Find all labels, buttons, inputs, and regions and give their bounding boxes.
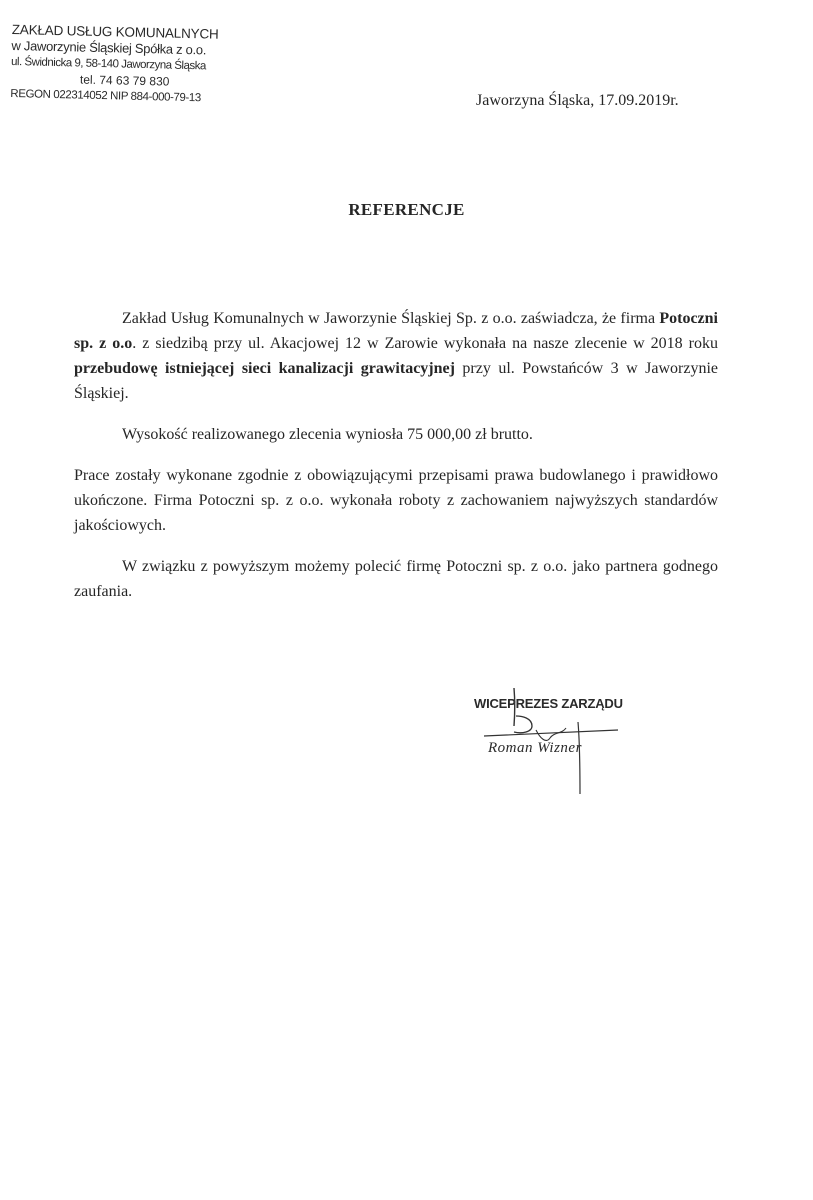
signature-stamp: [470, 686, 660, 796]
paragraph-2: Wysokość realizowanego zlecenia wyniosła 75 000,00 zł brutto.: [122, 426, 533, 443]
company-name-bold: Potoczni sp. z o.o: [74, 310, 718, 352]
stamp-company-name: ZAKŁAD USŁUG KOMUNALNYCH: [11, 22, 219, 42]
signatory-name: Roman Wizner: [488, 740, 582, 756]
paragraph-4: W związku z powyższym możemy polecić firmę Potoczni sp. z o.o. jako partnera godnego zaufania.: [74, 558, 718, 600]
paragraph-1-part-c: . z siedzibą przy ul. Akacjowej 12 w Zarowie wykonała na nasze zlecenie w 2018 roku: [132, 335, 719, 352]
stamp-company-subtitle: w Jaworzynie Śląskiej Spółka z o.o.: [11, 37, 207, 58]
work-description-bold: przebudowę istniejącej sieci kanalizacji grawitacyjnej: [74, 360, 455, 377]
paragraph-3: Prace zostały wykonane zgodnie z obowiązującymi przepisami prawa budowlanego i prawidłowo ukończone. Firma Potoczni sp. z o.o. wykonała roboty z zachowaniem najwyższych standardów jakościowych.: [74, 467, 718, 534]
paragraph-1: [74, 306, 718, 406]
signatory-role: WICEPREZES ZARZĄDU: [474, 696, 623, 711]
letter-body: [74, 306, 718, 620]
handwritten-signature-icon: [470, 686, 660, 796]
stamp-address: ul. Świdnicka 9, 58-140 Jaworzyna Śląska: [10, 55, 206, 73]
paragraph-1-part-e: przy ul. Powstańców 3 w Jaworzynie Śląskiej.: [74, 360, 719, 402]
paragraph-1-part-a: Zakład Usług Komunalnych w Jaworzynie Śląskiej Sp. z o.o. zaświadcza, że firma: [122, 310, 660, 327]
stamp-phone: tel. 74 63 79 830: [79, 72, 170, 89]
company-stamp: [10, 22, 222, 107]
document-title: REFERENCJE: [348, 200, 465, 219]
stamp-regon-nip: REGON 022314052 NIP 884-000-79-13: [10, 87, 201, 105]
place-and-date: Jaworzyna Śląska, 17.09.2019r.: [476, 92, 679, 109]
